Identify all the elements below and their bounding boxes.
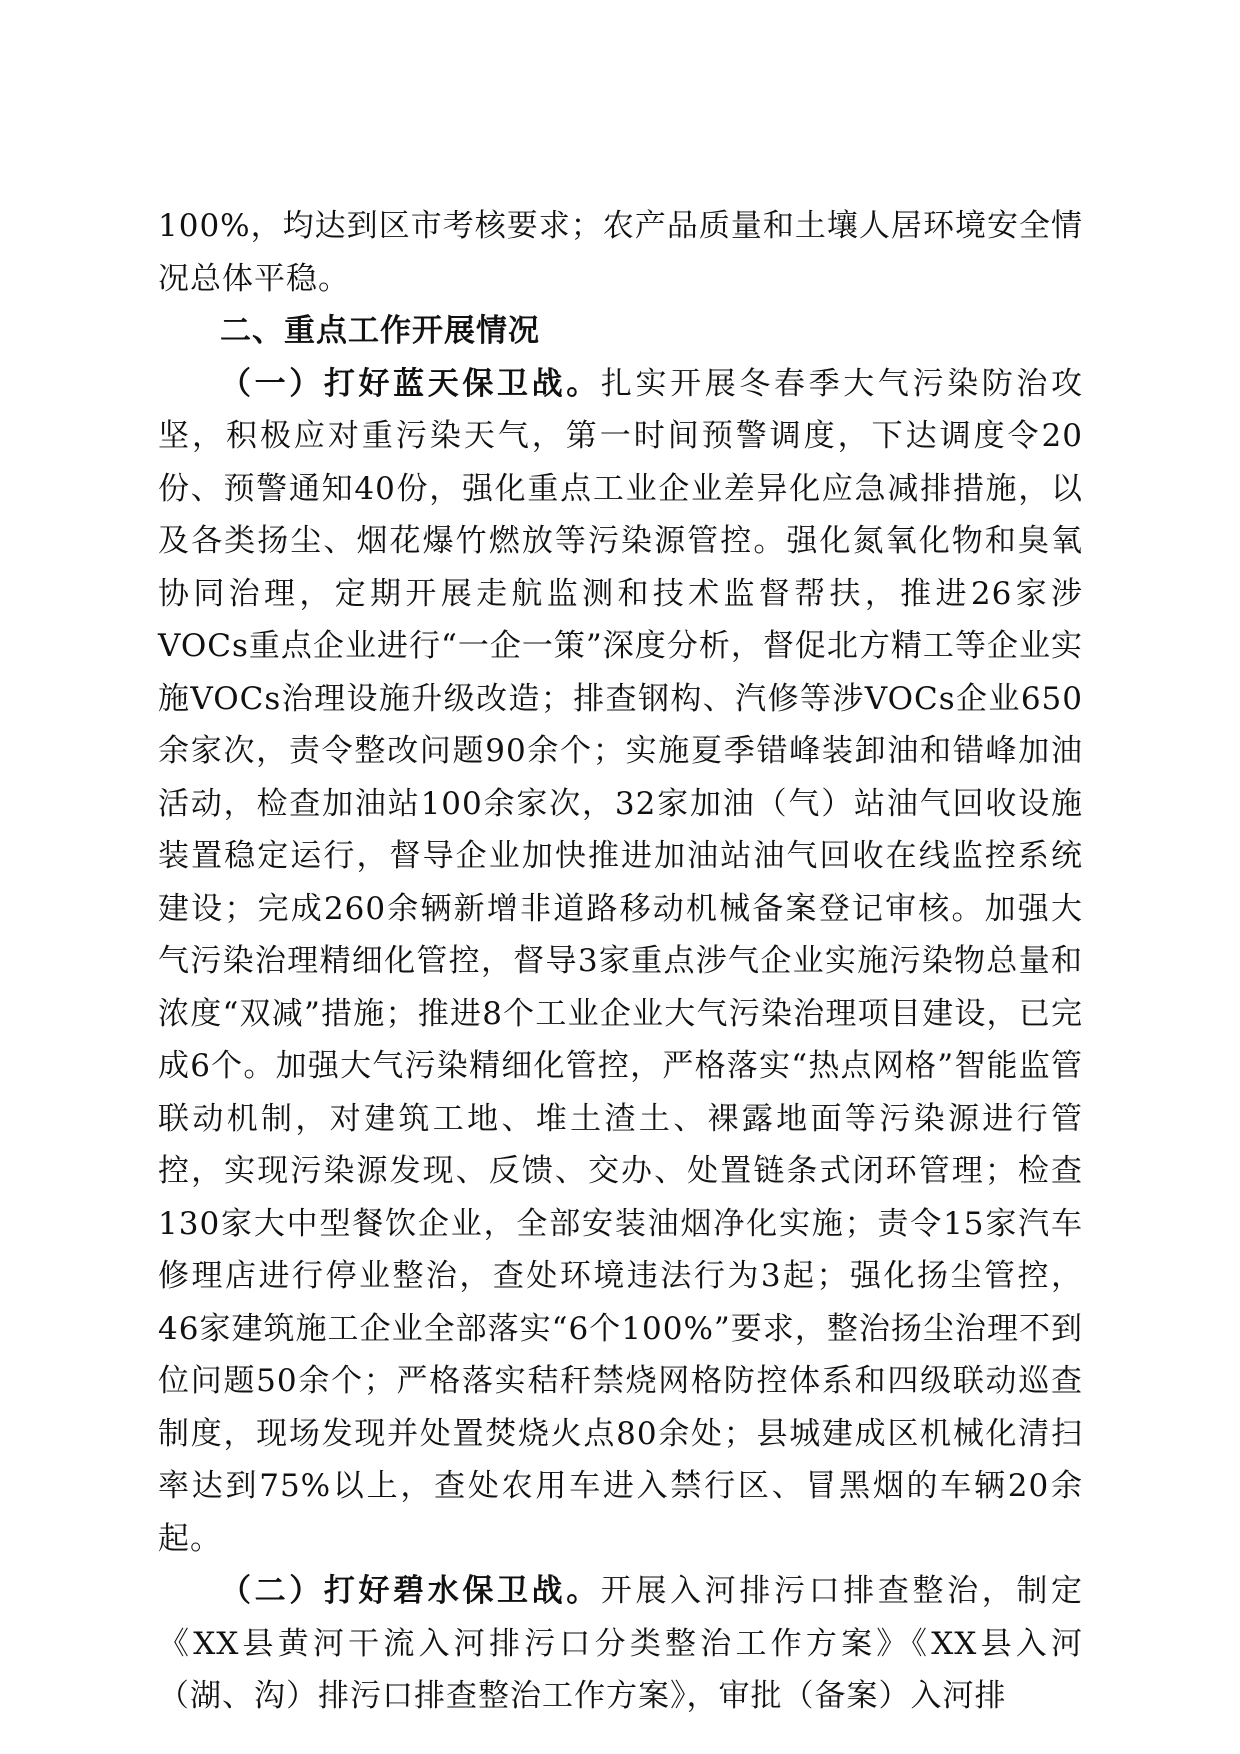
section-2-heading: （二）打好碧水保卫战。 — [220, 1573, 601, 1609]
section-2-body: 开展入河排污口排查整治，制定《XX县黄河干流入河排污口分类整治工作方案》《XX县入河（湖、沟）排污口排查整治工作方案》，审批（备案）入河排 — [158, 1573, 1083, 1714]
section-heading: 二、重点工作开展情况 — [220, 313, 540, 349]
section-2-paragraph — [158, 1565, 1083, 1723]
continuation-paragraph: 100%，均达到区市考核要求；农产品质量和土壤人居环境安全情况总体平稳。 — [158, 208, 1083, 297]
document-page — [158, 200, 1083, 1723]
section-1-paragraph — [158, 358, 1083, 1566]
section-1-body: 扎实开展冬春季大气污染防治攻坚，积极应对重污染天气，第一时间预警调度，下达调度令20份、预警通知40份，强化重点工业企业差异化应急减排措施，以及各类扬尘、烟花爆竹燃放等污染源管控。强化氮氧化物和臭氧协同治理，定期开展走航监测和技术监督帮扶，推进26家涉VOCs重点企业进行“一企一策”深度分析，督促北方精工等企业实施VOCs治理设施升级改造；排查钢构、汽修等涉VOCs企业650余家次，责令整改问题90余个；实施夏季错峰装卸油和错峰加油活动，检查加油站100余家次，32家加油（气）站油气回收设施装置稳定运行，督导企业加快推进加油站油气回收在线监控系统建设；完成260余辆新增非道路移动机械备案登记审核。加强大气污染治理精细化管控，督导3家重点涉气企业实施污染物总量和浓度“双减”措施；推进8个工业企业大气污染治理项目建设，已完成6个。加强大气污染精细化管控，严格落实“热点网格”智能监管联动机制，对建筑工地、堆土渣土、裸露地面等污染源进行管控，实现污染源发现、反馈、交办、处置链条式闭环管理；检查130家大中型餐饮企业，全部安装油烟净化实施；责令15家汽车修理店进行停业整治，查处环境违法行为3起；强化扬尘管控，46家建筑施工企业全部落实“6个100%”要求，整治扬尘治理不到位问题50余个；严格落实秸秆禁烧网格防控体系和四级联动巡查制度，现场发现并处置焚烧火点80余处；县城建成区机械化清扫率达到75%以上，查处农用车进入禁行区、冒黑烟的车辆20余起。 — [158, 365, 1083, 1557]
section-1-heading: （一）打好蓝天保卫战。 — [220, 365, 601, 402]
